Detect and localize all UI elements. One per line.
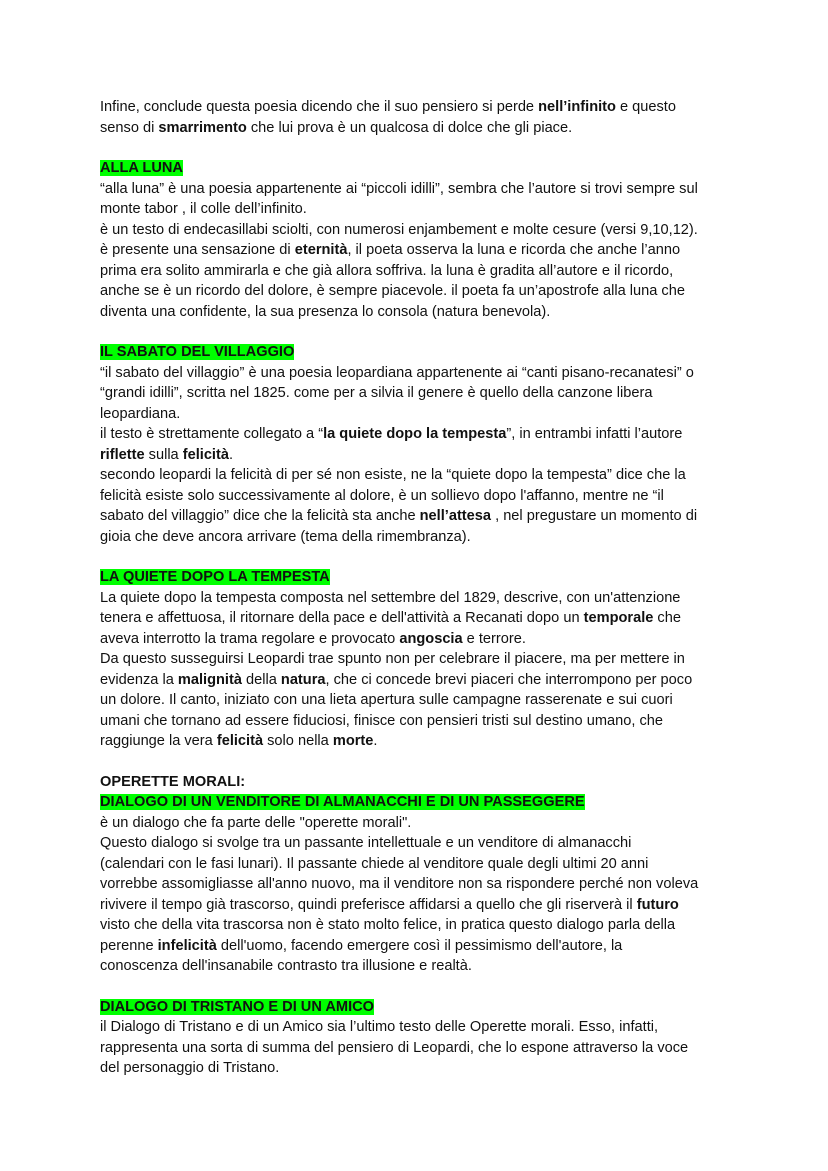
- text-line: un dolore. Il canto, iniziato con una lieta apertura sulle campagne rasserenate e sui cuori: [100, 692, 673, 708]
- text-line: Questo dialogo si svolge tra un passante intellettuale e un venditore di almanacchi: [100, 835, 632, 851]
- text-line: tenera e affettuosa, il ritornare della pace e dell'attività a Recanati dopo un temporale che: [100, 610, 681, 626]
- section-tristano: [100, 997, 768, 1079]
- section-title: LA QUIETE DOPO LA TEMPESTA: [100, 569, 330, 585]
- section-title: DIALOGO DI TRISTANO E DI UN AMICO: [100, 998, 375, 1015]
- text-line: sabato del villaggio” dice che la felicità sta anche nell’attesa , nel pregustare un momento di: [100, 508, 698, 524]
- text-line: (calendari con le fasi lunari). Il passante chiede al venditore quale degli ultimi 20 anni: [100, 855, 649, 872]
- section-operette-morali: [100, 772, 768, 977]
- text-line: felicità esiste solo successivamente al dolore, è un sollievo dopo l'affanno, mentre ne “il: [100, 487, 664, 504]
- section-title: DIALOGO DI UN VENDITORE DI ALMANACCHI E DI UN PASSEGGERE: [100, 794, 585, 810]
- text-line: umani che tornano ad essere fiduciosi, finisce con pensieri tristi sul destino umano, che: [100, 712, 663, 729]
- text-line: gioia che deve ancora arrivare (tema della rimembranza).: [100, 528, 471, 545]
- text-line: “il sabato del villaggio” è una poesia leopardiana appartenente ai “canti pisano-recanatesi” o: [100, 364, 694, 381]
- text-line: è un dialogo che fa parte delle "operette morali".: [100, 814, 412, 831]
- text-line: rivivere il tempo già trascorso, quindi preferisce affidarsi a quello che gli riserverà il futuro: [100, 896, 679, 913]
- text-line: conoscenza dell'insanabile contrasto tra illusione e realtà.: [100, 958, 472, 974]
- text-line: monte tabor , il colle dell’infinito.: [100, 201, 307, 217]
- section-title: ALLA LUNA: [100, 160, 183, 176]
- text-line: Da questo susseguirsi Leopardi trae spunto non per celebrare il piacere, ma per mettere in: [100, 651, 685, 667]
- text-line: secondo leopardi la felicità di per sé non esiste, ne la “quiete dopo la tempesta” dice che la: [100, 467, 686, 483]
- text-line: aveva interrotto la trama regolare e provocato angoscia e terrore.: [100, 630, 526, 647]
- text-line: La quiete dopo la tempesta composta nel settembre del 1829, descrive, con un'attenzione: [100, 589, 681, 606]
- text-line: è presente una sensazione di eternità, il poeta osserva la luna e ricorda che anche l’anno: [100, 242, 681, 258]
- text-line: raggiunge la vera felicità solo nella morte.: [100, 733, 378, 749]
- text-line: perenne infelicità dell'uomo, facendo emergere così il pessimismo dell'autore, la: [100, 937, 623, 954]
- text-line: il testo è strettamente collegato a “la quiete dopo la tempesta”, in entrambi infatti l’autore: [100, 426, 683, 442]
- text-line: è un testo di endecasillabi sciolti, con numerosi enjambement e molte cesure (versi 9,10,12).: [100, 221, 698, 238]
- intro-paragraph: [100, 97, 768, 138]
- section-title: IL SABATO DEL VILLAGGIO: [100, 344, 295, 360]
- text-line: “alla luna” è una poesia appartenente ai “piccoli idilli”, sembra che l’autore si trovi sempre sul: [100, 180, 698, 197]
- text-line: anche se è un ricordo del dolore, è sempre piacevole. il poeta fa un’apostrofe alla luna che: [100, 283, 685, 299]
- text-line: il Dialogo di Tristano e di un Amico sia l’ultimo testo delle Operette morali. Esso, infatti,: [100, 1019, 659, 1035]
- text-line: “grandi idilli”, scritta nel 1825. come per a silvia il genere è quello della canzone libera: [100, 385, 653, 401]
- text-line: prima era solito ammirarla e che già allora soffriva. la luna è gradita all’autore e il ricordo,: [100, 262, 674, 279]
- text-line: evidenza la malignità della natura, che ci concede brevi piaceri che interrompono per poco: [100, 671, 693, 688]
- section-sabato-villaggio: [100, 342, 768, 547]
- text-line: leopardiana.: [100, 405, 181, 422]
- section-heading: OPERETTE MORALI:: [100, 773, 246, 790]
- text-line: riflette sulla felicità.: [100, 446, 234, 463]
- section-quiete-tempesta: [100, 567, 768, 752]
- text-line: rappresenta una sorta di summa del pensiero di Leopardi, che lo espone attraverso la voce: [100, 1039, 689, 1056]
- section-alla-luna: [100, 158, 768, 322]
- text-line: vorrebbe assomigliasse all'anno nuovo, ma il venditore non sa rispondere perché non voleva: [100, 876, 699, 892]
- text-line: diventa una confidente, la sua presenza lo consola (natura benevola).: [100, 303, 551, 320]
- text-line: visto che della vita trascorsa non è stato molto felice, in pratica questo dialogo parla della: [100, 917, 676, 933]
- text-line: Infine, conclude questa poesia dicendo che il suo pensiero si perde nell’infinito e questo: [100, 99, 676, 115]
- text-line: del personaggio di Tristano.: [100, 1060, 280, 1076]
- text-line: senso di smarrimento che lui prova è un qualcosa di dolce che gli piace.: [100, 119, 573, 136]
